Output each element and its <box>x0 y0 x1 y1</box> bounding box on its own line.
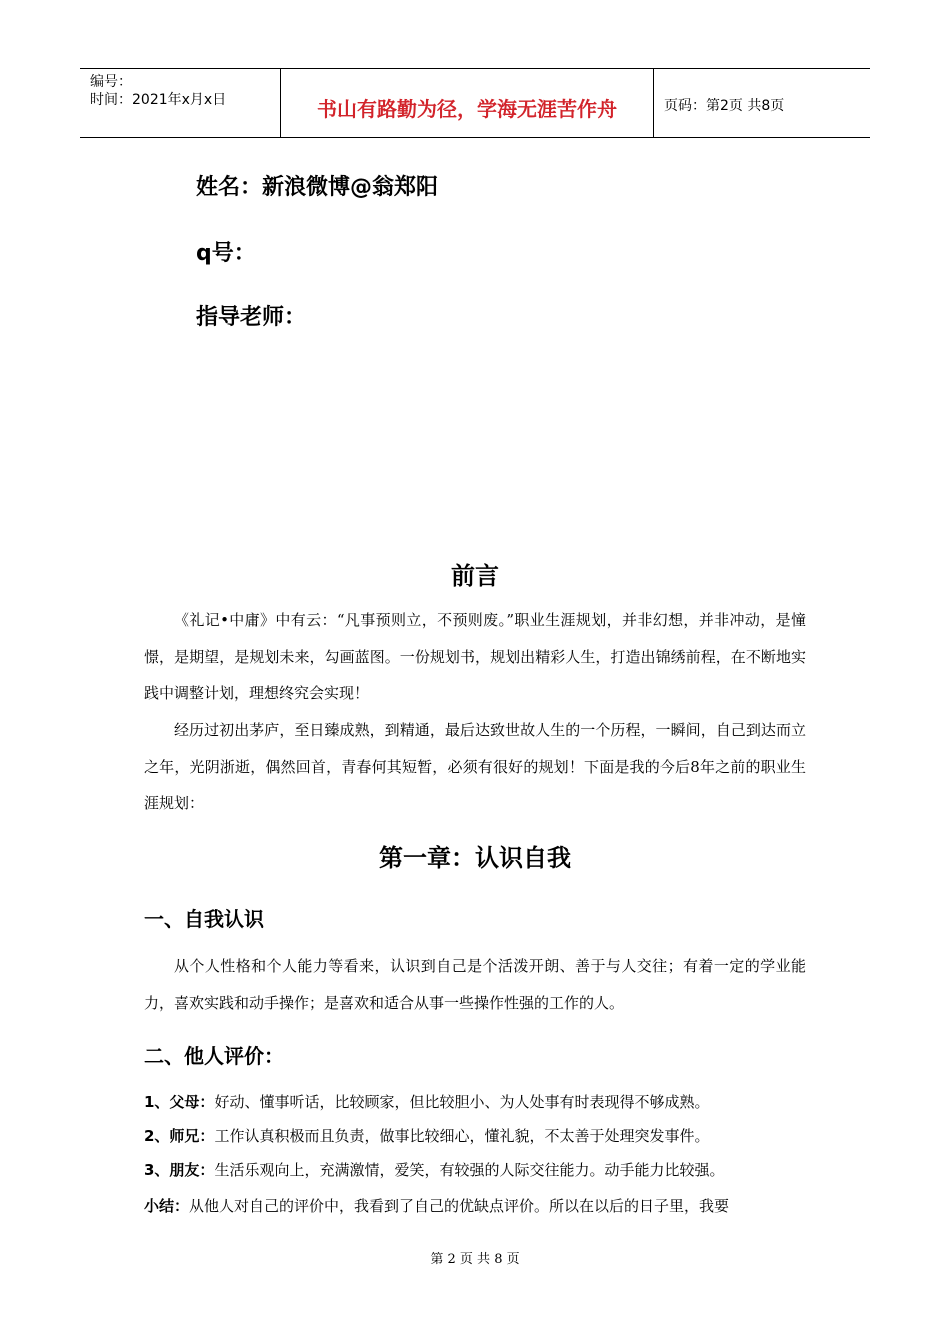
document-number: 编号： <box>90 74 132 90</box>
evaluation-lead: 2、师兄： <box>144 1127 215 1145</box>
evaluation-text: 从他人对自己的评价中，我看到了自己的优缺点评价。所以在以后的日子里，我要 <box>189 1197 730 1215</box>
page-footer: 第 2 页 共 8 页 <box>430 1252 520 1267</box>
document-date: 时间：2021年x月x日 <box>90 92 227 108</box>
evaluation-text: 生活乐观向上，充满激情，爱笑，有较强的人际交往能力。动手能力比较强。 <box>214 1161 725 1179</box>
header-motto: 书山有路勤为径，学海无涯苦作舟 <box>317 97 617 121</box>
evaluation-lead: 小结： <box>144 1197 190 1215</box>
evaluation-lead: 1、父母： <box>144 1093 215 1111</box>
header-page-cell <box>654 69 870 137</box>
section-heading-evaluations: 二、他人评价： <box>144 1044 284 1068</box>
page-header <box>80 68 870 138</box>
chapter-title: 第一章：认识自我 <box>379 844 571 872</box>
preface-paragraph-2: 经历过初出茅庐，至日臻成熟，到精通，最后达致世故人生的一个历程，一瞬间，自己到达而立之年，光阴浙逝，偶然回首，青春何其短暂，必须有很好的规划！下面是我的今后8年之前的职业生涯规划： <box>144 721 806 812</box>
header-meta-cell <box>80 69 281 137</box>
header-motto-cell <box>281 69 654 137</box>
evaluation-item <box>144 1126 806 1146</box>
evaluation-text: 工作认真积极而且负责，做事比较细心，懂礼貌，不太善于处理突发事件。 <box>214 1127 710 1145</box>
evaluation-item <box>144 1092 806 1112</box>
preface-title: 前言 <box>451 562 499 590</box>
cover-name: 姓名：新浪微博@翁郑阳 <box>196 175 439 200</box>
cover-qq: q号： <box>196 241 256 266</box>
section-text-self-awareness: 从个人性格和个人能力等看来，认识到自己是个活泼开朗、善于与人交往；有着一定的学业能力，喜欢实践和动手操作；是喜欢和适合从事一些操作性强的工作的人。 <box>144 957 806 1012</box>
evaluation-text: 好动、懂事听话，比较顾家，但比较胆小、为人处事有时表现得不够成熟。 <box>214 1093 710 1111</box>
evaluation-lead: 3、朋友： <box>144 1161 215 1179</box>
cover-teacher: 指导老师： <box>196 305 307 330</box>
section-heading-self-awareness: 一、自我认识 <box>144 907 264 931</box>
header-page-number: 页码：第2页 共8页 <box>664 98 785 114</box>
evaluation-item <box>144 1160 806 1180</box>
evaluation-summary <box>144 1196 806 1216</box>
preface-paragraph-1: 《礼记•中庸》中有云：“凡事预则立，不预则废。”职业生涯规划，并非幻想，并非冲动，是憧憬，是期望，是规划未来，勾画蓝图。一份规划书，规划出精彩人生，打造出锦绣前程，在不断地实践中调整计划，理想终究会实现！ <box>144 611 806 702</box>
